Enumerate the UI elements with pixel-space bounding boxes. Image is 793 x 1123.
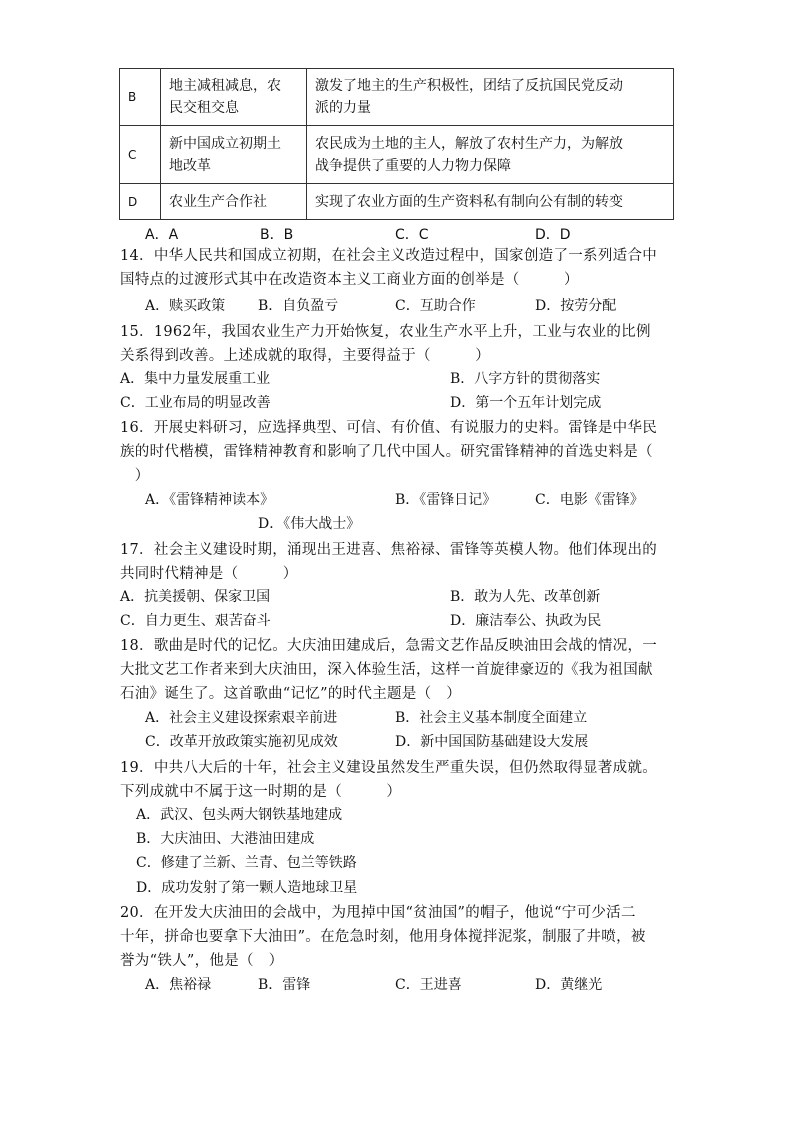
option-d[interactable]: D．成功发射了第一颗人造地球卫星: [136, 880, 358, 896]
row-label: D: [120, 184, 161, 220]
answer-options-table: [119, 68, 674, 220]
question-14-text: 国特点的过渡形式其中在改造资本主义工商业方面的创举是（ ）: [120, 272, 579, 288]
question-18-text: 石油》诞生了。这首歌曲“记忆”的时代主题是（ ）: [120, 686, 462, 702]
option-c[interactable]: C．王进喜: [395, 977, 462, 993]
option-c[interactable]: C．改革开放政策实施初见成效: [145, 734, 338, 750]
option-a[interactable]: A．武汉、包头两大钢铁基地建成: [136, 807, 343, 823]
option-b[interactable]: B．八字方针的贯彻落实: [450, 371, 601, 387]
option-a[interactable]: A．《雷锋精神读本》: [145, 492, 275, 508]
option-b[interactable]: B．敢为人先、改革创新: [450, 589, 601, 605]
option-c[interactable]: C．修建了兰新、兰青、包兰等铁路: [136, 855, 357, 871]
option-a[interactable]: A．社会主义建设探索艰辛前进: [145, 710, 338, 726]
effect-cell: 实现了农业方面的生产资料私有制向公有制的转变: [307, 184, 674, 220]
table-row: [120, 69, 674, 126]
effect-cell: 农民成为土地的主人，解放了农村生产力，为解放 战争提供了重要的人力物力保障: [307, 126, 674, 184]
question-16-text: 16．开展史料研习，应选择典型、可信、有价值、有说服力的史料。雷锋是中华民: [120, 420, 658, 436]
question-20-text: 20．在开发大庆油田的会战中，为甩掉中国“贫油国”的帽子，他说“宁可少活二: [120, 905, 636, 921]
option-d[interactable]: D．第一个五年计划完成: [450, 395, 602, 411]
question-20-text: 十年，拼命也要拿下大油田”。在危急时刻，他用身体搅拌泥浆，制服了井喷，被: [120, 929, 646, 945]
option-b[interactable]: B．B: [260, 227, 294, 243]
option-a[interactable]: A．焦裕禄: [145, 977, 212, 993]
question-18-text: 18．歌曲是时代的记忆。大庆油田建成后，急需文艺作品反映油田会战的情况，一: [120, 638, 658, 654]
option-a[interactable]: A．赎买政策: [145, 298, 226, 314]
option-c[interactable]: C．工业布局的明显改善: [120, 395, 271, 411]
question-16-text: ）: [120, 468, 150, 484]
question-14-text: 14．中华人民共和国成立初期，在社会主义改造过程中，国家创造了一系列适合中: [120, 248, 658, 264]
option-b[interactable]: B．大庆油田、大港油田建成: [136, 831, 315, 847]
option-c[interactable]: C．电影《雷锋》: [535, 492, 644, 508]
option-d[interactable]: D．《伟大战士》: [258, 516, 361, 532]
question-17-text: 共同时代精神是（ ）: [120, 566, 298, 582]
question-15-text: 关系得到改善。上述成就的取得，主要得益于（ ）: [120, 348, 490, 364]
option-c[interactable]: C．自力更生、艰苦奋斗: [120, 613, 271, 629]
table-row: [120, 126, 674, 184]
question-20-text: 誉为“铁人”，他是（ ）: [120, 953, 284, 969]
option-c[interactable]: C．互助合作: [395, 298, 476, 314]
option-d[interactable]: D．按劳分配: [535, 298, 617, 314]
question-16-text: 族的时代楷模，雷锋精神教育和影响了几代中国人。研究雷锋精神的首选史料是（: [120, 444, 653, 460]
option-b[interactable]: B．社会主义基本制度全面建立: [395, 710, 588, 726]
row-label: B: [120, 69, 161, 126]
option-b[interactable]: B．《雷锋日记》: [395, 492, 497, 508]
row-label: C: [120, 126, 161, 184]
table-row: [120, 184, 674, 220]
effect-cell: 激发了地主的生产积极性，团结了反抗国民党反动 派的力量: [307, 69, 674, 126]
question-19-text: 下列成就中不属于这一时期的是（ ）: [120, 784, 402, 800]
question-15-text: 15．1962年，我国农业生产力开始恢复，农业生产水平上升，工业与农业的比例: [120, 324, 651, 340]
option-d[interactable]: D．黄继光: [535, 977, 603, 993]
policy-cell: 农业生产合作社: [161, 184, 307, 220]
policy-cell: 地主减租减息，农 民交租交息: [161, 69, 307, 126]
option-c[interactable]: C．C: [395, 227, 429, 243]
option-d[interactable]: D．廉洁奉公、执政为民: [450, 613, 602, 629]
option-d[interactable]: D．新中国国防基础建设大发展: [395, 734, 589, 750]
option-b[interactable]: B．自负盈亏: [258, 298, 339, 314]
option-a[interactable]: A．集中力量发展重工业: [120, 371, 271, 387]
question-19-text: 19．中共八大后的十年，社会主义建设虽然发生严重失误，但仍然取得显著成就。: [120, 760, 658, 776]
option-a[interactable]: A．抗美援朝、保家卫国: [120, 589, 271, 605]
option-b[interactable]: B．雷锋: [258, 977, 311, 993]
policy-cell: 新中国成立初期土 地改革: [161, 126, 307, 184]
question-17-text: 17．社会主义建设时期，涌现出王进喜、焦裕禄、雷锋等英模人物。他们体现出的: [120, 542, 658, 558]
question-18-text: 大批文艺工作者来到大庆油田，深入体验生活，这样一首旋律豪迈的《我为祖国献: [120, 662, 653, 678]
option-a[interactable]: A．A: [145, 227, 179, 243]
option-d[interactable]: D．D: [535, 227, 571, 243]
